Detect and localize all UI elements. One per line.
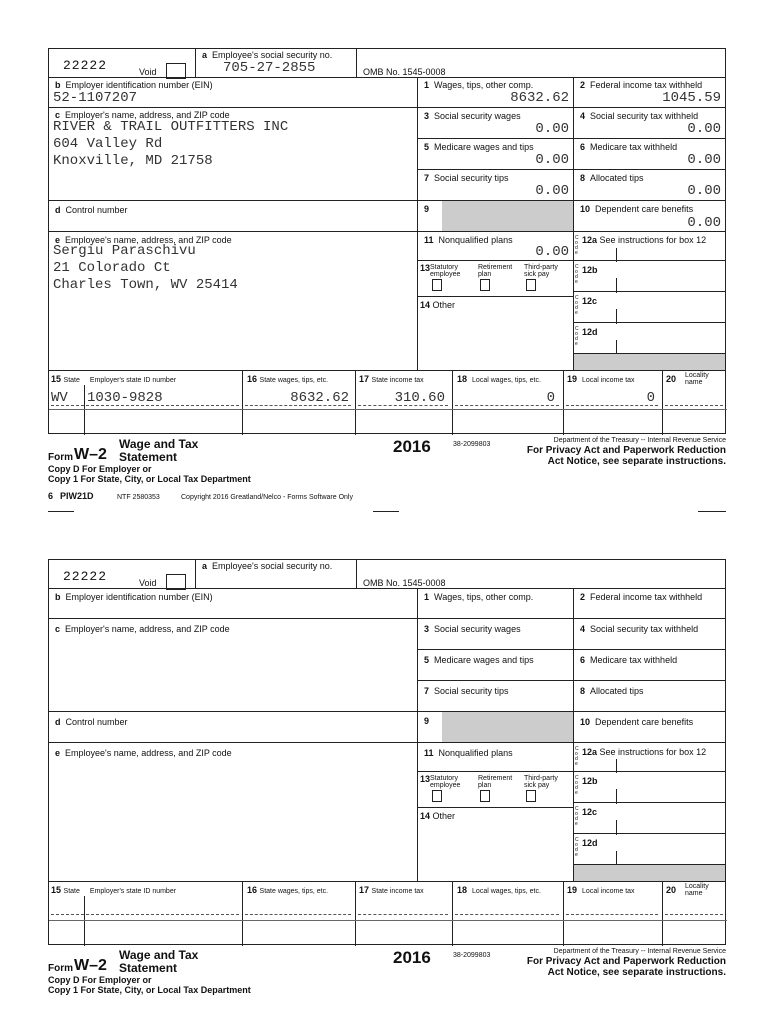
box12a-cell xyxy=(573,742,726,772)
state-value[interactable]: WV xyxy=(51,390,68,406)
privacy-notice-line2: Act Notice, see separate instructions. xyxy=(547,967,726,978)
box10-number: 10 xyxy=(580,204,591,214)
employer-address-line2[interactable]: Knoxville, MD 21758 xyxy=(53,153,213,169)
dash-20 xyxy=(665,405,723,406)
local-wages-label: Local wages, tips, etc. xyxy=(472,377,541,384)
box12c-cell xyxy=(573,291,726,323)
form-word: Form xyxy=(48,963,73,974)
omb-number: OMB No. 1545-0008 xyxy=(363,67,446,77)
local-tax-value[interactable]: 0 xyxy=(646,390,655,406)
box18-number: 18 xyxy=(457,374,468,384)
med-tax-value[interactable]: 0.00 xyxy=(687,152,721,168)
form-title-line1: Wage and Tax xyxy=(119,437,199,451)
control-label: Control number xyxy=(65,717,128,727)
form-title-line2: Statement xyxy=(119,450,178,464)
form-number: W–2 xyxy=(74,446,107,463)
state-label: State xyxy=(63,377,80,384)
box4-number: 4 xyxy=(580,111,586,121)
ss-tax-value[interactable]: 0.00 xyxy=(687,121,721,137)
form-code-cell xyxy=(48,48,196,78)
fed-tax-label: Federal income tax withheld xyxy=(590,80,703,90)
form-word: Form xyxy=(48,452,73,463)
third-party-label: Third-party sick pay xyxy=(524,264,558,278)
box3-number: 3 xyxy=(424,624,430,634)
box12d-code-label: Code xyxy=(575,837,579,858)
box-a-letter: a xyxy=(202,50,208,60)
box-a-letter: a xyxy=(202,561,208,571)
employer-cell xyxy=(48,107,418,201)
box15-number: 15 xyxy=(51,885,62,895)
box9-number: 9 xyxy=(424,716,430,726)
box4-cell xyxy=(573,618,726,650)
retirement-checkbox[interactable] xyxy=(480,279,490,291)
copyright-text: Copyright 2016 Greatland/Nelco - Forms Software Only xyxy=(181,494,353,501)
box12c-cell xyxy=(573,802,726,834)
ntf-number: NTF 2580353 xyxy=(117,494,160,501)
box13-number: 13 xyxy=(420,774,431,784)
divider-18 xyxy=(452,882,453,946)
void-label: Void xyxy=(139,578,157,588)
box7-cell xyxy=(417,680,574,712)
box17-number: 17 xyxy=(359,885,370,895)
statutory-checkbox[interactable] xyxy=(432,790,442,802)
divider-20 xyxy=(662,882,663,946)
employee-cell xyxy=(48,231,418,371)
box6-number: 6 xyxy=(580,655,586,665)
box12c-number: 12c xyxy=(582,807,598,817)
box2-number: 2 xyxy=(580,592,586,602)
box20-number: 20 xyxy=(666,885,677,895)
fed-tax-label: Federal income tax withheld xyxy=(590,592,703,602)
box12b-number: 12b xyxy=(582,265,598,275)
box12-shaded xyxy=(573,353,726,371)
alloc-tips-value[interactable]: 0.00 xyxy=(687,183,721,199)
statutory-label: Statutory employee xyxy=(430,264,461,278)
box12a-number: 12a xyxy=(582,747,598,757)
retirement-label: Retirement plan xyxy=(478,264,513,278)
box5-number: 5 xyxy=(424,655,430,665)
ssn-cell xyxy=(195,48,357,78)
state-wages-label: State wages, tips, etc. xyxy=(259,888,329,895)
box12d-code-label: Code xyxy=(575,326,579,347)
retirement-checkbox[interactable] xyxy=(480,790,490,802)
state-id-label: Employer's state ID number xyxy=(89,888,177,895)
box10-cell xyxy=(573,711,726,743)
copy-1-line: Copy 1 For State, City, or Local Tax Department xyxy=(48,985,251,995)
dept-treasury: Department of the Treasury -- Internal Revenue Service xyxy=(553,437,726,444)
void-label: Void xyxy=(139,67,157,77)
state-id-label: Employer's state ID number xyxy=(89,377,177,384)
locality-label: Locality name xyxy=(685,883,709,897)
cut-mark-left xyxy=(48,511,74,512)
dash-19 xyxy=(566,405,658,406)
box10-number: 10 xyxy=(580,717,591,727)
copy-d-line: Copy D For Employer or xyxy=(48,464,152,474)
box12d-number: 12d xyxy=(582,327,598,337)
box9-cell xyxy=(417,711,574,743)
ssn-label: Employee's social security no. xyxy=(212,50,333,60)
box9-shaded xyxy=(442,201,573,231)
box8-cell xyxy=(573,680,726,712)
box4-number: 4 xyxy=(580,624,586,634)
employer-label: Employer's name, address, and ZIP code xyxy=(65,110,230,120)
box14-number: 14 xyxy=(420,811,431,821)
box6-cell xyxy=(573,138,726,170)
box19-number: 19 xyxy=(567,885,578,895)
box-c-letter: c xyxy=(55,624,61,634)
wages-value[interactable]: 8632.62 xyxy=(510,90,569,106)
omb-cell xyxy=(356,48,726,78)
local-tax-label: Local income tax xyxy=(582,888,635,895)
employee-name[interactable]: Sergiu Paraschivu xyxy=(53,243,196,259)
dep-care-label: Dependent care benefits xyxy=(595,717,694,727)
box15-number: 15 xyxy=(51,374,62,384)
state-id-divider xyxy=(84,896,85,946)
box12b-code-label: Code xyxy=(575,264,579,285)
box14-cell xyxy=(417,807,574,882)
ss-wages-value[interactable]: 0.00 xyxy=(535,121,569,137)
employee-address-line1[interactable]: 21 Colorado Ct xyxy=(53,260,171,276)
box1-cell xyxy=(417,77,574,108)
local-tax-label: Local income tax xyxy=(582,377,635,384)
divider-17 xyxy=(355,371,356,435)
box-e-letter: e xyxy=(55,748,61,758)
dash-18 xyxy=(455,405,559,406)
ein-value[interactable]: 52-1107207 xyxy=(53,90,138,106)
box11-number: 11 xyxy=(424,235,434,245)
divider-16 xyxy=(242,371,243,435)
cut-mark-center xyxy=(373,511,399,512)
box1-number: 1 xyxy=(424,592,430,602)
box12b-cell xyxy=(573,771,726,803)
local-wages-value[interactable]: 0 xyxy=(546,390,555,406)
box16-number: 16 xyxy=(247,885,258,895)
box16-number: 16 xyxy=(247,374,258,384)
med-wages-label: Medicare wages and tips xyxy=(434,655,534,665)
copy-1-line: Copy 1 For State, City, or Local Tax Department xyxy=(48,474,251,484)
employer-label: Employer's name, address, and ZIP code xyxy=(65,624,230,634)
see-instructions-label: See instructions for box 12 xyxy=(599,747,707,757)
state-tax-label: State income tax xyxy=(371,377,424,384)
third-party-checkbox[interactable] xyxy=(526,790,536,802)
privacy-notice-line1: For Privacy Act and Paperwork Reduction xyxy=(526,445,726,456)
divider-18 xyxy=(452,371,453,435)
box8-cell xyxy=(573,169,726,201)
box12b-number: 12b xyxy=(582,776,598,786)
box5-number: 5 xyxy=(424,142,430,152)
box-c-letter: c xyxy=(55,110,61,120)
box12b-code-label: Code xyxy=(575,775,579,796)
form-id-code: 38-2099803 xyxy=(453,952,491,959)
ss-wages-label: Social security wages xyxy=(434,624,521,634)
nonqual-label: Nonqualified plans xyxy=(438,748,513,758)
state-tax-value[interactable]: 310.60 xyxy=(394,390,445,406)
alloc-tips-label: Allocated tips xyxy=(590,686,644,696)
ss-tips-value[interactable]: 0.00 xyxy=(535,183,569,199)
control-cell xyxy=(48,200,418,232)
omb-number: OMB No. 1545-0008 xyxy=(363,578,446,588)
dash-19 xyxy=(566,914,658,915)
box12a-code-label: Code xyxy=(575,746,579,767)
box10-cell xyxy=(573,200,726,232)
box12-shaded xyxy=(573,864,726,882)
divider-16 xyxy=(242,882,243,946)
dash-15 xyxy=(51,914,239,915)
control-label: Control number xyxy=(65,205,128,215)
box12d-cell xyxy=(573,322,726,354)
divider-20 xyxy=(662,371,663,435)
nonqual-value[interactable]: 0.00 xyxy=(535,244,569,260)
box12d-cell xyxy=(573,833,726,865)
privacy-notice-line1: For Privacy Act and Paperwork Reduction xyxy=(526,956,726,967)
box12b-cell xyxy=(573,260,726,292)
box9-number: 9 xyxy=(424,204,430,214)
divider-19 xyxy=(563,882,564,946)
divider-17 xyxy=(355,882,356,946)
dep-care-value[interactable]: 0.00 xyxy=(687,215,721,231)
box5-cell xyxy=(417,138,574,170)
box8-number: 8 xyxy=(580,173,586,183)
box-b-letter: b xyxy=(55,592,61,602)
employee-cell xyxy=(48,742,418,882)
retirement-label: Retirement plan xyxy=(478,775,513,789)
wages-label: Wages, tips, other comp. xyxy=(434,80,534,90)
box13-number: 13 xyxy=(420,263,431,273)
box4-cell xyxy=(573,107,726,139)
box11-number: 11 xyxy=(424,748,434,758)
form-code-cell xyxy=(48,559,196,589)
dash-16 xyxy=(245,914,351,915)
dash-18 xyxy=(455,914,559,915)
dash-20 xyxy=(665,914,723,915)
employee-address-line2[interactable]: Charles Town, WV 25414 xyxy=(53,277,238,293)
ss-tips-label: Social security tips xyxy=(434,686,509,696)
box9-cell xyxy=(417,200,574,232)
dept-treasury: Department of the Treasury -- Internal Revenue Service xyxy=(553,948,726,955)
nonqual-label: Nonqualified plans xyxy=(438,235,513,245)
state-tax-label: State income tax xyxy=(371,888,424,895)
ss-tax-label: Social security tax withheld xyxy=(590,624,699,634)
see-instructions-label: See instructions for box 12 xyxy=(599,235,707,245)
ein-cell xyxy=(48,588,418,619)
locality-label: Locality name xyxy=(685,372,709,386)
box2-cell xyxy=(573,77,726,108)
divider-19 xyxy=(563,371,564,435)
box9-shaded xyxy=(442,712,573,742)
box17-number: 17 xyxy=(359,374,370,384)
box-b-letter: b xyxy=(55,80,61,90)
box7-cell xyxy=(417,169,574,201)
ein-label: Employer identification number (EIN) xyxy=(65,592,213,602)
form-title-line2: Statement xyxy=(119,961,178,975)
fed-tax-value[interactable]: 1045.59 xyxy=(662,90,721,106)
box12a-cell xyxy=(573,231,726,261)
state-row xyxy=(48,881,726,945)
copy-d-line: Copy D For Employer or xyxy=(48,975,152,985)
w2-form-filled xyxy=(48,48,726,501)
med-wages-value[interactable]: 0.00 xyxy=(535,152,569,168)
box6-cell xyxy=(573,649,726,681)
employee-label: Employee's name, address, and ZIP code xyxy=(65,235,232,245)
cut-mark-right xyxy=(698,511,726,512)
form-id-code: 38-2099803 xyxy=(453,441,491,448)
dash-17 xyxy=(358,914,448,915)
box2-number: 2 xyxy=(580,80,586,90)
med-tax-label: Medicare tax withheld xyxy=(590,655,678,665)
other-label: Other xyxy=(432,811,456,821)
box3-number: 3 xyxy=(424,111,430,121)
form-title-line1: Wage and Tax xyxy=(119,948,199,962)
statutory-checkbox[interactable] xyxy=(432,279,442,291)
statutory-label: Statutory employee xyxy=(430,775,461,789)
ss-tax-label: Social security tax withheld xyxy=(590,111,699,121)
privacy-notice-line2: Act Notice, see separate instructions. xyxy=(547,456,726,467)
box12c-code-label: Code xyxy=(575,806,579,827)
box7-number: 7 xyxy=(424,173,430,183)
state-id-value[interactable]: 1030-9828 xyxy=(87,390,163,406)
box12c-code-label: Code xyxy=(575,295,579,316)
state-label: State xyxy=(63,888,80,895)
other-label: Other xyxy=(432,300,456,310)
box13-cell xyxy=(417,260,574,297)
dep-care-label: Dependent care benefits xyxy=(595,204,694,214)
printer-code: PIW21D xyxy=(60,491,94,501)
employer-cell xyxy=(48,618,418,712)
box12d-number: 12d xyxy=(582,838,598,848)
box1-cell xyxy=(417,588,574,619)
tax-year: 2016 xyxy=(393,437,431,456)
ssn-value[interactable]: 705-27-2855 xyxy=(223,60,316,76)
box14-number: 14 xyxy=(420,300,431,310)
state-row-midline xyxy=(49,920,727,921)
w2-form-blank xyxy=(48,559,726,999)
employee-label: Employee's name, address, and ZIP code xyxy=(65,748,232,758)
ein-label: Employer identification number (EIN) xyxy=(65,80,213,90)
box19-number: 19 xyxy=(567,374,578,384)
box-d-letter: d xyxy=(55,205,61,215)
alloc-tips-label: Allocated tips xyxy=(590,173,644,183)
wages-label: Wages, tips, other comp. xyxy=(434,592,534,602)
ssn-label: Employee's social security no. xyxy=(212,561,333,571)
box12a-number: 12a xyxy=(582,235,598,245)
employer-address-line1[interactable]: 604 Valley Rd xyxy=(53,136,163,152)
med-wages-label: Medicare wages and tips xyxy=(434,142,534,152)
state-row-midline xyxy=(49,409,727,410)
third-party-label: Third-party sick pay xyxy=(524,775,558,789)
tax-year: 2016 xyxy=(393,948,431,967)
ss-wages-label: Social security wages xyxy=(434,111,521,121)
third-party-checkbox[interactable] xyxy=(526,279,536,291)
box13-cell xyxy=(417,771,574,808)
box7-number: 7 xyxy=(424,686,430,696)
box-d-letter: d xyxy=(55,717,61,727)
box11-cell xyxy=(417,231,574,261)
state-row xyxy=(48,370,726,434)
box5-cell xyxy=(417,649,574,681)
box2-cell xyxy=(573,588,726,619)
box1-number: 1 xyxy=(424,80,430,90)
employer-name[interactable]: RIVER & TRAIL OUTFITTERS INC xyxy=(53,119,289,135)
ssn-cell xyxy=(195,559,357,589)
box11-cell xyxy=(417,742,574,772)
box6-number: 6 xyxy=(580,142,586,152)
omb-cell xyxy=(356,559,726,589)
box8-number: 8 xyxy=(580,686,586,696)
control-cell xyxy=(48,711,418,743)
form-code: 22222 xyxy=(63,58,108,73)
local-wages-label: Local wages, tips, etc. xyxy=(472,888,541,895)
box12a-code-label: Code xyxy=(575,235,579,256)
box14-cell xyxy=(417,296,574,371)
form-number: W–2 xyxy=(74,957,107,974)
box3-cell xyxy=(417,107,574,139)
box18-number: 18 xyxy=(457,885,468,895)
box20-number: 20 xyxy=(666,374,677,384)
printer-number: 6 xyxy=(48,491,54,501)
state-id-divider xyxy=(84,385,85,435)
med-tax-label: Medicare tax withheld xyxy=(590,142,678,152)
form-code: 22222 xyxy=(63,569,108,584)
state-wages-value[interactable]: 8632.62 xyxy=(290,390,349,406)
box-e-letter: e xyxy=(55,235,61,245)
state-wages-label: State wages, tips, etc. xyxy=(259,377,329,384)
ein-cell xyxy=(48,77,418,108)
box12c-number: 12c xyxy=(582,296,598,306)
box3-cell xyxy=(417,618,574,650)
ss-tips-label: Social security tips xyxy=(434,173,509,183)
